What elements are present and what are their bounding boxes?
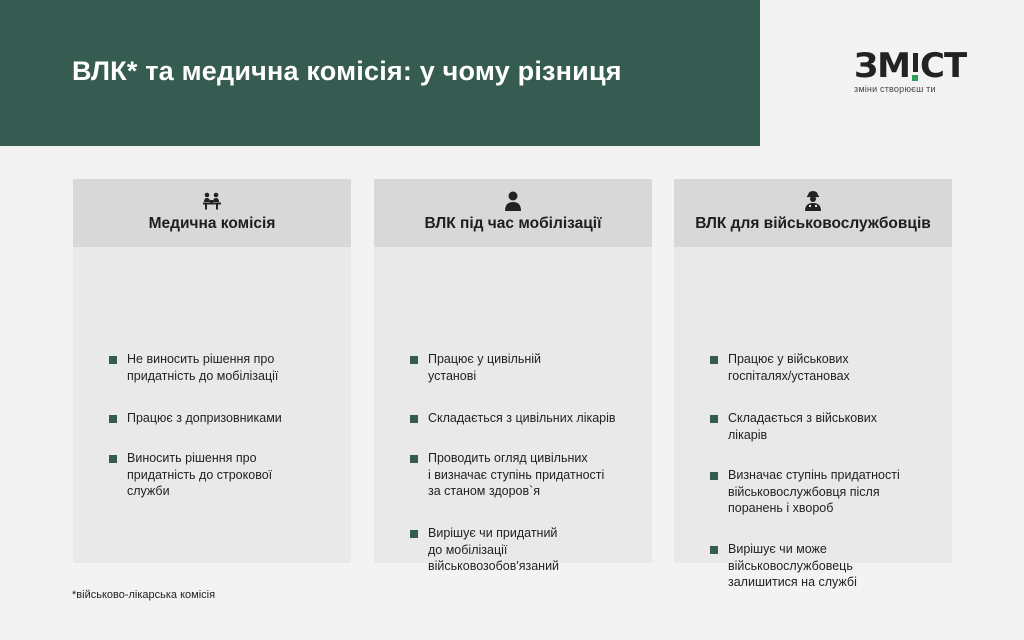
logo-wordmark	[854, 46, 967, 86]
card-title: ВЛК для військовослужбовців	[695, 215, 931, 232]
zmist-logo	[854, 46, 967, 94]
bullet-square-icon	[410, 455, 418, 463]
logo-tagline: зміни створюєш ти	[854, 84, 936, 94]
list-item: Визначає ступінь придатності військовослужбовця після поранень і хвороб	[710, 467, 942, 517]
list-item: Працює у цивільній установі	[410, 351, 642, 384]
footnote: *військово-лікарська комісія	[72, 589, 216, 601]
list-item: Працює з допризовниками	[109, 410, 341, 427]
bullet-square-icon	[710, 415, 718, 423]
bullet-square-icon	[109, 455, 117, 463]
list-item: Вирішує чи може військовослужбовець залишитися на службі	[710, 541, 942, 591]
card-header	[73, 179, 351, 247]
bullet-square-icon	[410, 415, 418, 423]
card-military-vlk	[674, 179, 952, 589]
logo-accent-dot	[912, 75, 918, 81]
bullet-square-icon	[109, 415, 117, 423]
bullet-square-icon	[710, 546, 718, 554]
card-medical-commission	[73, 179, 351, 563]
logo-word-left: ЗМ	[854, 46, 910, 86]
list-item: Працює у військових госпіталях/установах	[710, 351, 942, 384]
logo-word-right: СТ	[920, 46, 967, 86]
people-at-desk-icon	[202, 191, 222, 211]
bullet-square-icon	[710, 356, 718, 364]
card-title: Медична комісія	[148, 215, 276, 232]
list-item: Виносить рішення про придатність до строкової служби	[109, 450, 341, 500]
page-title: ВЛК* та медична комісія: у чому різниця	[72, 56, 622, 86]
card-title: ВЛК під час мобілізації	[424, 215, 602, 232]
bullet-square-icon	[410, 530, 418, 538]
person-icon	[503, 191, 523, 211]
bullet-square-icon	[410, 356, 418, 364]
soldier-icon	[803, 191, 823, 211]
card-header	[674, 179, 952, 247]
list-item: Не виносить рішення про придатність до мобілізації	[109, 351, 341, 384]
list-item: Вирішує чи придатний до мобілізації військовозобов'язаний	[410, 525, 642, 575]
card-mobilization-vlk	[374, 179, 652, 573]
logo-i-glyph	[912, 51, 918, 81]
header-banner	[0, 0, 760, 146]
bullet-square-icon	[710, 472, 718, 480]
list-item: Складається з військових лікарів	[710, 410, 942, 443]
list-item: Проводить огляд цивільних і визначає ступінь придатності за станом здоров`я	[410, 450, 642, 500]
bullet-square-icon	[109, 356, 117, 364]
list-item: Складається з цивільних лікарів	[410, 410, 642, 427]
card-header	[374, 179, 652, 247]
